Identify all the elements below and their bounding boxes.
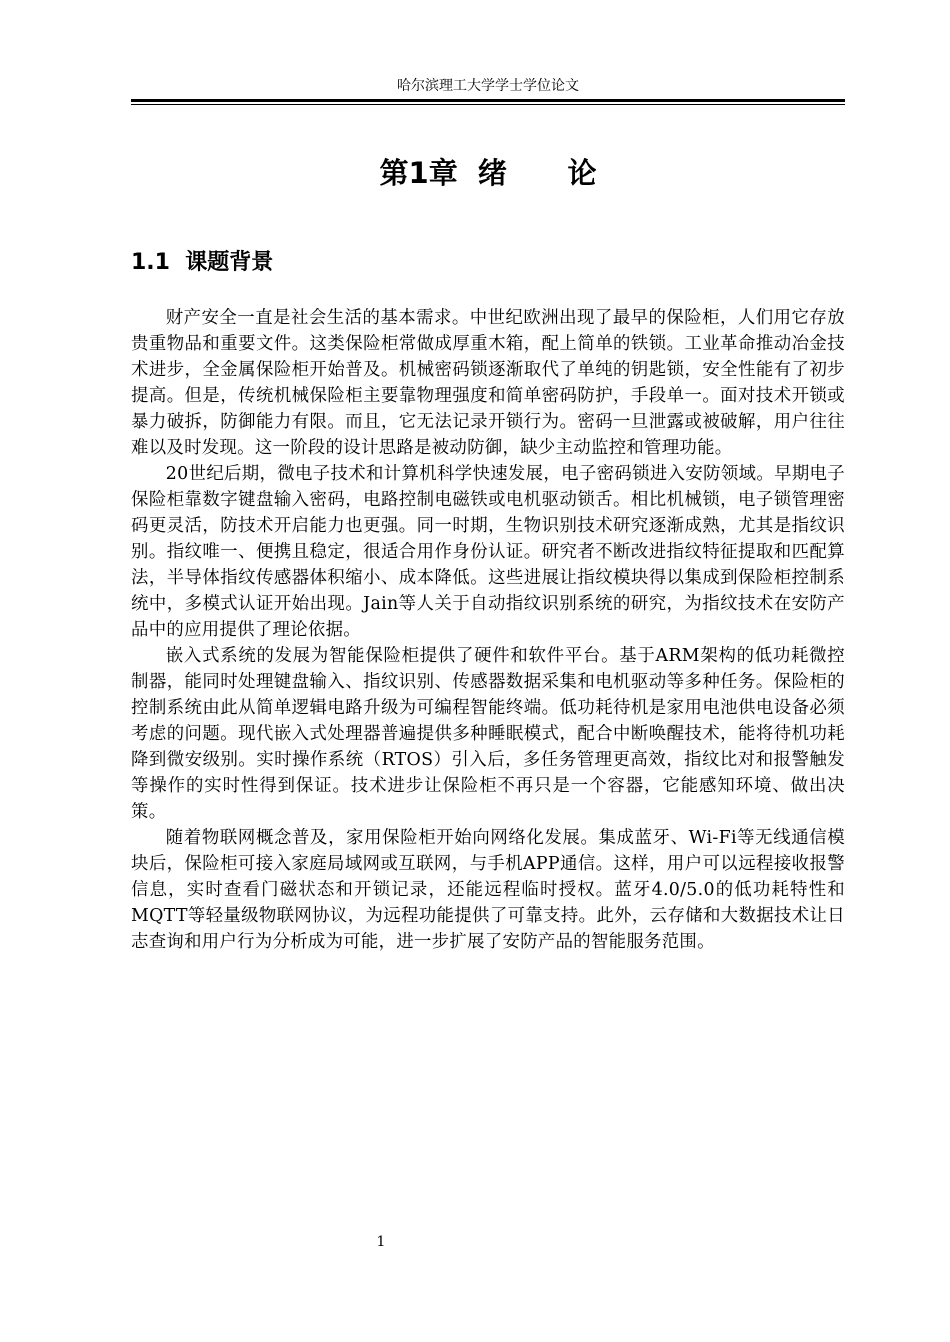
- header-rule-thin: [131, 104, 845, 105]
- page-number: 1: [376, 1234, 386, 1250]
- paragraph: 20世纪后期，微电子技术和计算机科学快速发展，电子密码锁进入安防领域。早期电子保险柜靠数字键盘输入密码，电路控制电磁铁或电机驱动锁舌。相比机械锁，电子锁管理密码更灵活，防技术开启能力也更强。同一时期，生物识别技术研究逐渐成熟，尤其是指纹识别。指纹唯一、便携且稳定，很适合用作身份认证。研究者不断改进指纹特征提取和匹配算法，半导体指纹传感器体积缩小、成本降低。这些进展让指纹模块得以集成到保险柜控制系统中，多模式认证开始出现。Jain等人关于自动指纹识别系统的研究，为指纹技术在安防产品中的应用提供了理论依据。: [131, 464, 845, 640]
- section-heading: 1.1 课题背景: [131, 250, 274, 275]
- running-header: 哈尔滨理工大学学士学位论文: [397, 78, 579, 94]
- paragraph: 随着物联网概念普及，家用保险柜开始向网络化发展。集成蓝牙、Wi-Fi等无线通信模块后，保险柜可接入家庭局域网或互联网，与手机APP通信。这样，用户可以远程接收报警信息，实时查看门磁状态和开锁记录，还能远程临时授权。蓝牙4.0/5.0的低功耗特性和MQTT等轻量级物联网协议，为远程功能提供了可靠支持。此外，云存储和大数据技术让日志查询和用户行为分析成为可能，进一步扩展了安防产品的智能服务范围。: [131, 828, 845, 952]
- paragraph: 财产安全一直是社会生活的基本需求。中世纪欧洲出现了最早的保险柜，人们用它存放贵重物品和重要文件。这类保险柜常做成厚重木箱，配上简单的铁锁。工业革命推动冶金技术进步，全金属保险柜开始普及。机械密码锁逐渐取代了单纯的钥匙锁，安全性能有了初步提高。但是，传统机械保险柜主要靠物理强度和简单密码防护，手段单一。面对技术开锁或暴力破拆，防御能力有限。而且，它无法记录开锁行为。密码一旦泄露或被破解，用户往往难以及时发现。这一阶段的设计思路是被动防御，缺少主动监控和管理功能。: [131, 308, 845, 458]
- body-text: [131, 305, 845, 955]
- chapter-title: 第1章 绪 论: [379, 156, 597, 190]
- header-rule-thick: [131, 99, 845, 102]
- paragraph: 嵌入式系统的发展为智能保险柜提供了硬件和软件平台。基于ARM架构的低功耗微控制器，能同时处理键盘输入、指纹识别、传感器数据采集和电机驱动等多种任务。保险柜的控制系统由此从简单逻辑电路升级为可编程智能终端。低功耗待机是家用电池供电设备必须考虑的问题。现代嵌入式处理器普遍提供多种睡眠模式，配合中断唤醒技术，能将待机功耗降到微安级别。实时操作系统（RTOS）引入后，多任务管理更高效，指纹比对和报警触发等操作的实时性得到保证。技术进步让保险柜不再只是一个容器，它能感知环境、做出决策。: [131, 646, 845, 822]
